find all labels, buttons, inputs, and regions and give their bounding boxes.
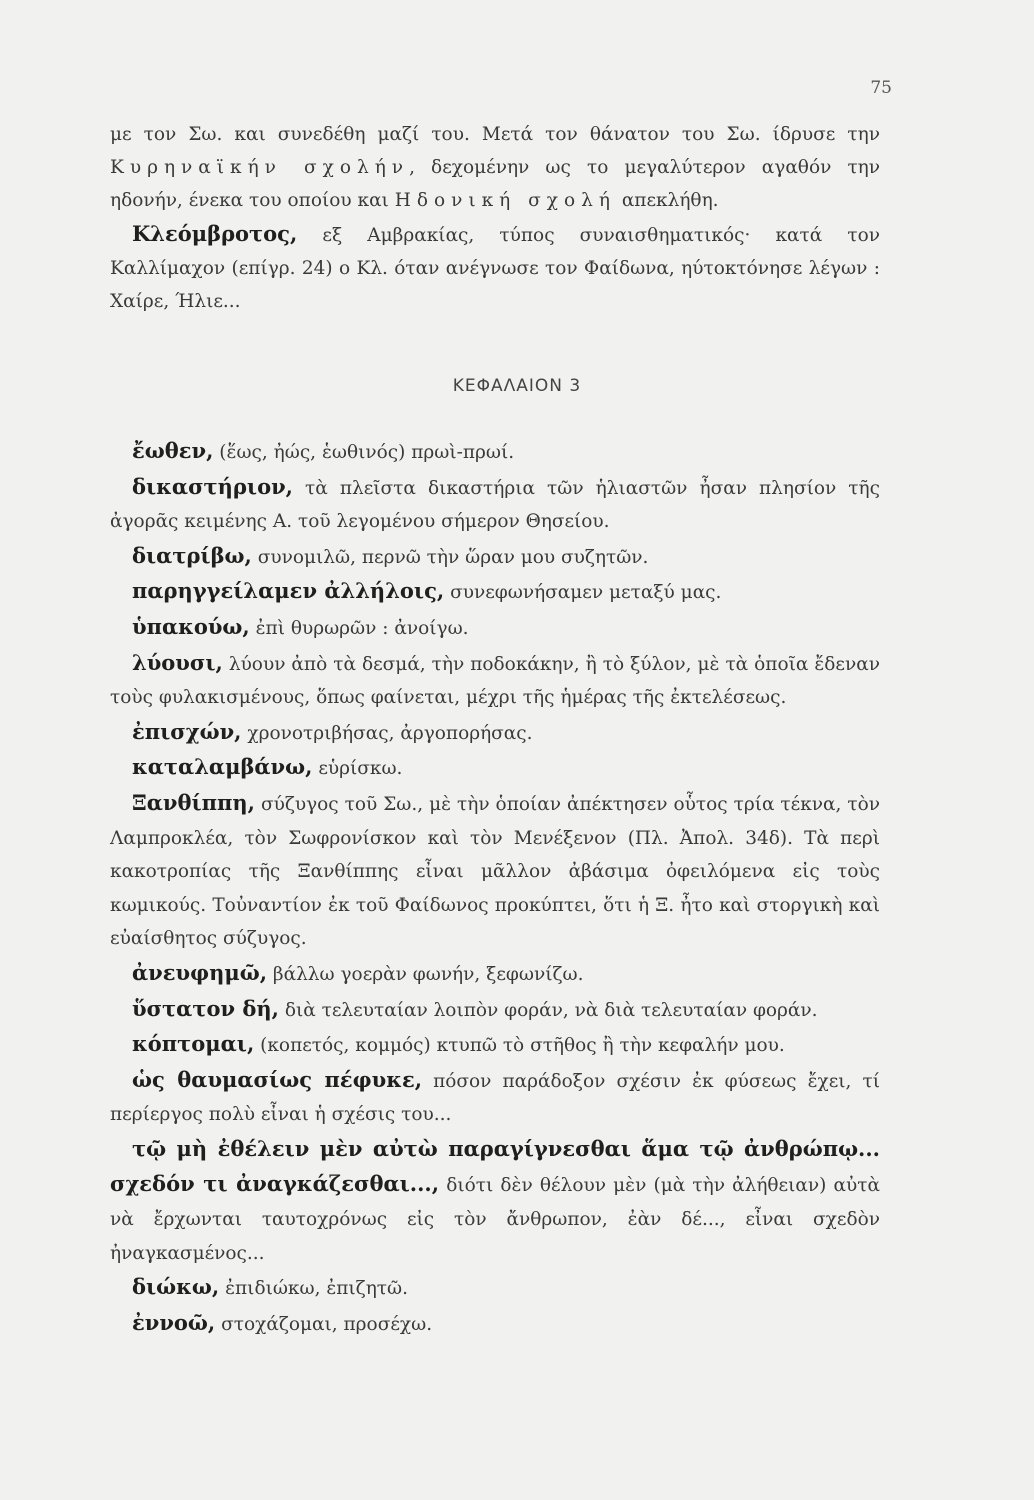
gloss: συνομιλῶ, περνῶ τὴν ὥραν μου συζητῶν. bbox=[251, 546, 649, 568]
glossary-entry bbox=[110, 470, 880, 539]
headword: διατρίβω, bbox=[132, 542, 252, 568]
gloss: (κοπετός, κομμός) κτυπῶ τὸ στῆθος ἢ τὴν κεφαλήν μου. bbox=[254, 1035, 785, 1057]
gloss: στοχάζομαι, προσέχω. bbox=[215, 1313, 433, 1335]
gloss: (ἕως, ἠώς, ἑωθινός) πρωὶ-πρωί. bbox=[213, 442, 515, 463]
gloss: ἐπιδιώκω, ἐπιζητῶ. bbox=[219, 1278, 408, 1300]
headword: Κλεόμβροτος, bbox=[132, 221, 298, 246]
headword: ἀνευφημῶ, bbox=[132, 959, 268, 985]
gloss: συνεφωνήσαμεν μεταξύ μας. bbox=[444, 582, 722, 604]
gloss: χρονοτριβήσας, ἀργοπορήσας. bbox=[241, 722, 533, 744]
gloss: λύουν ἀπὸ τὰ δεσμά, τὴν ποδοκάκην, ἢ τὸ ξύλον, μὲ τὰ ὁποῖα ἔδεναν τοὺς φυλακισμένους, ὅπως φαίνεται, μέχρι τῆς ἡμέρας τῆς ἐκτελέσεως. bbox=[110, 653, 880, 709]
headword: διώκω, bbox=[132, 1274, 220, 1300]
gloss: τὰ πλεῖστα δικαστήρια τῶν ἡλιαστῶν ἦσαν πλησίον τῆς ἀγορᾶς κειμένης Α. τοῦ λεγομένου σήμερον Θησείου. bbox=[110, 477, 880, 533]
glossary-entries bbox=[110, 434, 880, 1341]
glossary-entry bbox=[110, 715, 880, 751]
glossary-entry bbox=[110, 610, 880, 646]
intro-paragraph-2 bbox=[110, 217, 880, 318]
gloss: ἐπὶ θυρωρῶν : ἀνοίγω. bbox=[249, 617, 469, 639]
headword: λύουσι, bbox=[132, 649, 223, 675]
gloss: πόσον παράδοξον σχέσιν ἐκ φύσεως ἔχει, τί περίεργος πολὺ εἶναι ἡ σχέσις του... bbox=[110, 1070, 881, 1126]
glossary-entry bbox=[110, 992, 880, 1028]
intro-text-b: , δεχομένην ως το μεγαλύτερον αγαθόν την ηδονήν, ένεκα του οποίου και bbox=[110, 157, 881, 211]
glossary-entry bbox=[110, 646, 880, 715]
gloss: διὰ τελευταίαν λοιπὸν φοράν, νὰ διὰ τελευταίαν φοράν. bbox=[278, 999, 818, 1021]
glossary-entry bbox=[110, 574, 880, 610]
glossary-entry bbox=[110, 786, 880, 956]
headword: ἐπισχών, bbox=[132, 718, 242, 744]
chapter-title: ΚΕΦΑΛΑΙΟΝ 3 bbox=[452, 376, 582, 396]
headword: Ξανθίππη, bbox=[132, 789, 255, 815]
headword: τῷ μὴ ἐθέλειν μὲν αὐτὼ παραγίγνεσθαι ἅμα τῷ ἀνθρώπῳ... σχεδόν τι ἀναγκάζεσθαι..., bbox=[110, 1135, 880, 1197]
intro-text-c: απεκλήθη. bbox=[615, 190, 719, 211]
gloss: εὑρίσκω. bbox=[312, 758, 403, 780]
gloss: εξ Αμβρακίας, τύπος συναισθηματικός· κατά τον Καλλίμαχον (επίγρ. 24) ο Κλ. όταν ανέγνωσε τον Φαίδωνα, ηύτοκτόνησε λέγων : Χαίρε, Ήλιε... bbox=[110, 225, 880, 312]
hedonic-school-term: Ηδονική σχολή bbox=[394, 190, 616, 211]
headword: παρηγγείλαμεν ἀλλήλοις, bbox=[132, 578, 445, 604]
glossary-entry bbox=[110, 1270, 880, 1306]
intro-paragraph-1 bbox=[110, 118, 880, 217]
glossary-entry bbox=[110, 1063, 880, 1132]
gloss: διότι δὲν θέλουν μὲν (μὰ τὴν ἀλήθειαν) αὐτὰ νὰ ἔρχωνται ταυτοχρόνως εἰς τὸν ἄνθρωπον, ἐὰν δέ..., εἶναι σχεδὸν ἠναγκασμένος... bbox=[110, 1175, 880, 1264]
gloss: βάλλω γοερὰν φωνήν, ξεφωνίζω. bbox=[267, 963, 584, 985]
headword: ἔωθεν, bbox=[132, 438, 214, 463]
headword: ὡς θαυμασίως πέφυκε, bbox=[132, 1066, 423, 1092]
headword: δικαστήριον, bbox=[132, 473, 293, 499]
page-number: 75 bbox=[870, 78, 892, 98]
glossary-entry bbox=[110, 1132, 880, 1270]
intro-text: με τον Σω. και συνεδέθη μαζί του. Μετά τον θάνατον του Σω. ίδρυσε την bbox=[110, 124, 880, 145]
headword: ἐννοῶ, bbox=[132, 1309, 216, 1335]
glossary-entry bbox=[110, 1306, 880, 1342]
headword: ὕστατον δή, bbox=[132, 995, 279, 1021]
intro-section bbox=[110, 118, 880, 318]
glossary-entry bbox=[110, 1027, 880, 1063]
glossary-entry bbox=[110, 434, 880, 470]
glossary-entry bbox=[110, 956, 880, 992]
gloss: σύζυγος τοῦ Σω., μὲ τὴν ὁποίαν ἀπέκτησεν οὗτος τρία τέκνα, τὸν Λαμπροκλέα, τὸν Σωφρονίσκον καὶ τὸν Μενέξενον (Πλ. Ἀπολ. 34δ). Τὰ περὶ κακοτροπίας τῆς Ξανθίππης εἶναι μᾶλλον ἀβάσιμα ὀφειλόμενα εἰς τοὺς κωμικούς. Τοὐναντίον ἐκ τοῦ Φαίδωνος προκύπτει, ὅτι ἡ Ξ. ἦτο καὶ στοργικὴ καὶ εὐαίσθητος σύζυγος. bbox=[110, 793, 880, 950]
headword: ὑπακούω, bbox=[132, 613, 250, 639]
cyrenaic-school-term: Κυρηναϊκήν σχολήν bbox=[110, 157, 410, 178]
glossary-entry bbox=[110, 750, 880, 786]
headword: καταλαμβάνω, bbox=[132, 754, 313, 780]
glossary-entry bbox=[110, 539, 880, 575]
headword: κόπτομαι, bbox=[132, 1031, 255, 1057]
